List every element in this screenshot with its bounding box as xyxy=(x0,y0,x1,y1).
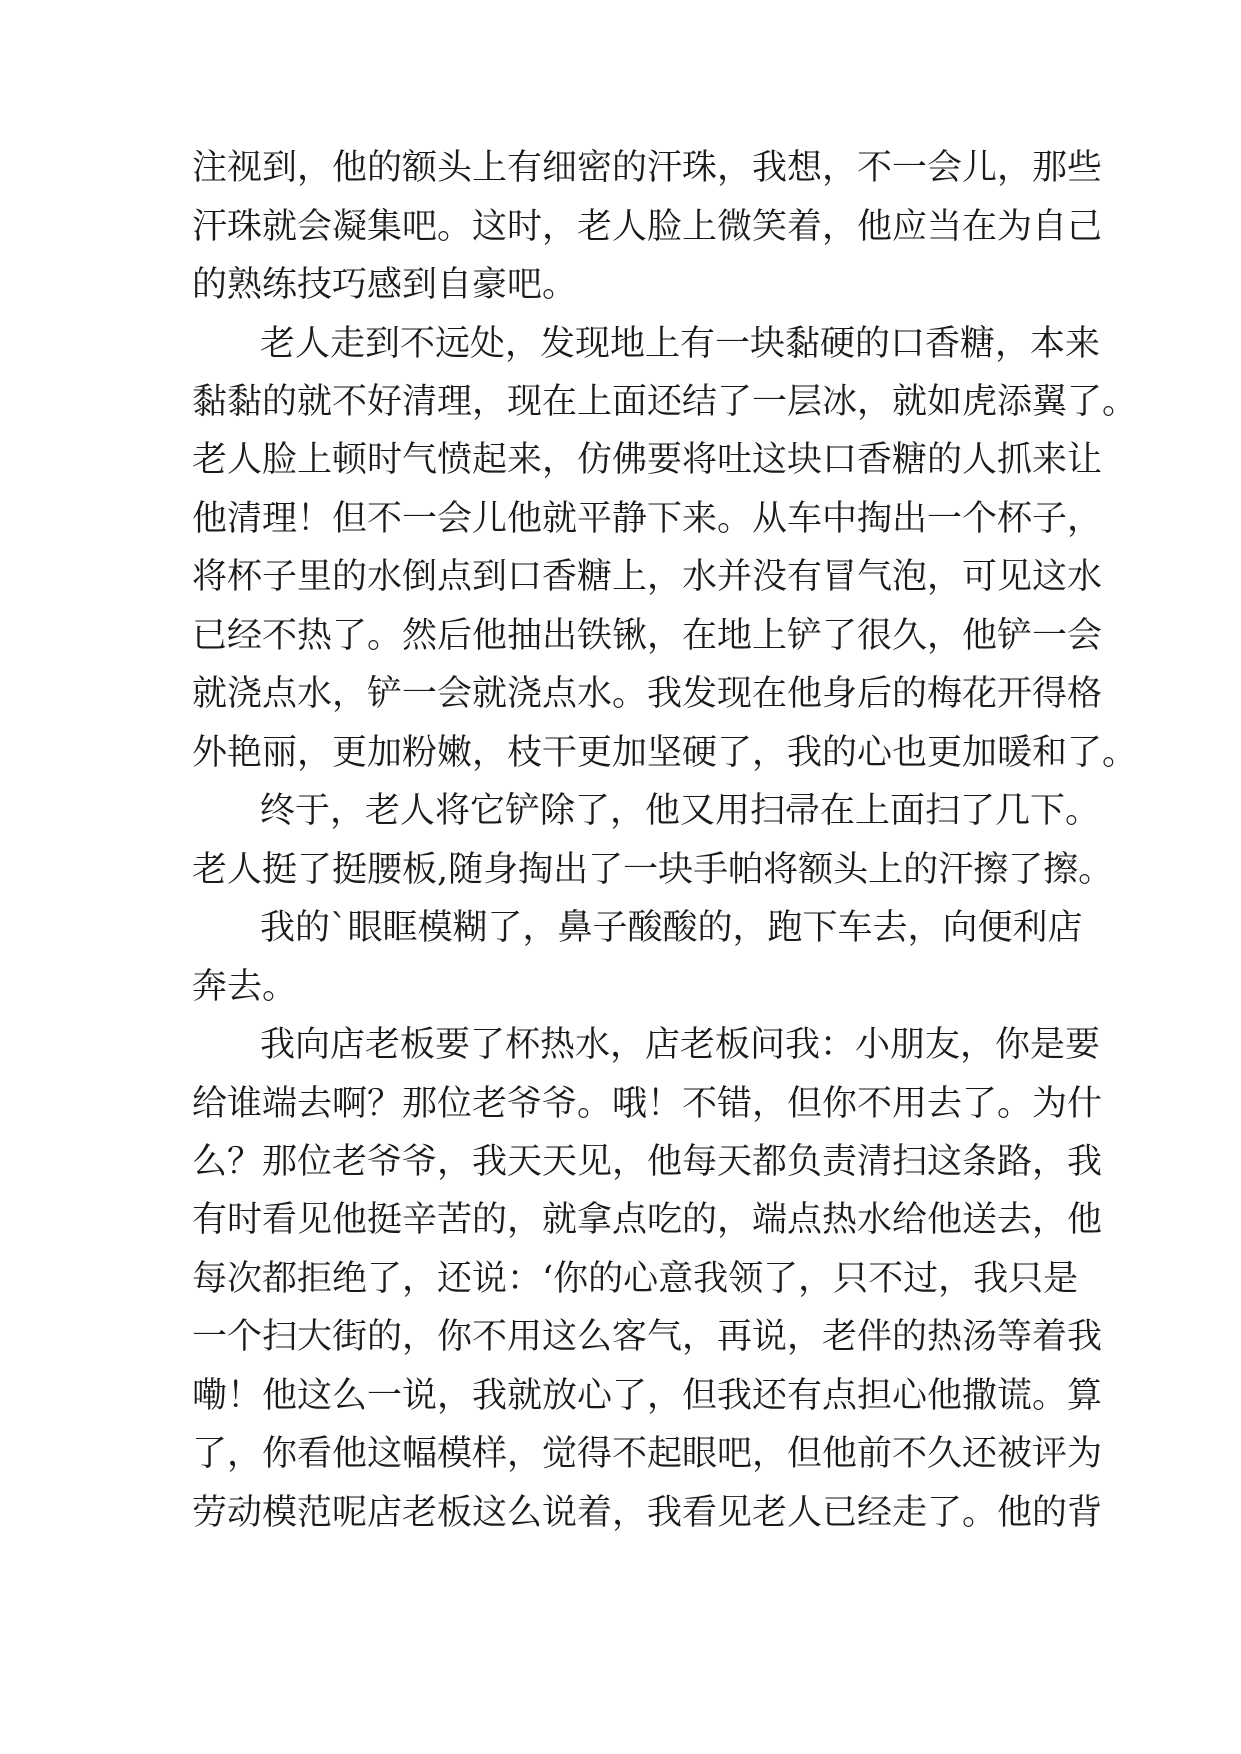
paragraph-start-line: 终于，老人将它铲除了，他又用扫帚在上面扫了几下。 xyxy=(260,791,1101,831)
text-line: 每次都拒绝了，还说：‘你的心意我领了，只不过，我只是 xyxy=(192,1259,1079,1299)
text-line: 的熟练技巧感到自豪吧。 xyxy=(192,265,578,305)
text-line: 么？那位老爷爷，我天天见，他每天都负责清扫这条路，我 xyxy=(192,1142,1103,1182)
text-line: 将杯子里的水倒点到口香糖上，水并没有冒气泡，可见这水 xyxy=(192,557,1103,597)
text-line: 外艳丽，更加粉嫩，枝干更加坚硬了，我的心也更加暖和了。 xyxy=(192,733,1138,773)
text-line: 一个扫大街的，你不用这么客气，再说，老伴的热汤等着我 xyxy=(192,1317,1103,1357)
text-line: 了，你看他这幅模样，觉得不起眼吧，但他前不久还被评为 xyxy=(192,1434,1103,1474)
text-line: 老人脸上顿时气愤起来，仿佛要将吐这块口香糖的人抓来让 xyxy=(192,440,1103,480)
text-line: 已经不热了。然后他抽出铁锹，在地上铲了很久，他铲一会 xyxy=(192,616,1103,656)
text-line: 有时看见他挺辛苦的，就拿点吃的，端点热水给他送去，他 xyxy=(192,1200,1103,1240)
paragraph-start-line: 老人走到不远处，发现地上有一块黏硬的口香糖，本来 xyxy=(260,324,1101,364)
text-line: 老人挺了挺腰板,随身掏出了一块手帕将额头上的汗擦了擦。 xyxy=(192,850,1114,890)
text-line: 汗珠就会凝集吧。这时，老人脸上微笑着，他应当在为自己 xyxy=(192,207,1103,247)
text-line: 奔去。 xyxy=(192,967,298,1007)
paragraph-start-line: 我向店老板要了杯热水，店老板问我：小朋友，你是要 xyxy=(260,1025,1101,1065)
text-line: 劳动模范呢店老板这么说着，我看见老人已经走了。他的背 xyxy=(192,1493,1103,1533)
text-line: 他清理！但不一会儿他就平静下来。从车中掏出一个杯子， xyxy=(192,499,1103,539)
text-line: 就浇点水，铲一会就浇点水。我发现在他身后的梅花开得格 xyxy=(192,674,1103,714)
text-line: 给谁端去啊？那位老爷爷。哦！不错，但你不用去了。为什 xyxy=(192,1084,1103,1124)
paragraph-start-line: 我的`眼眶模糊了，鼻子酸酸的，跑下车去，向便利店 xyxy=(260,908,1083,948)
text-line: 嘞！他这么一说，我就放心了，但我还有点担心他撒谎。算 xyxy=(192,1376,1103,1416)
text-line: 注视到，他的额头上有细密的汗珠，我想，不一会儿，那些 xyxy=(192,148,1103,188)
text-line: 黏黏的就不好清理，现在上面还结了一层冰，就如虎添翼了。 xyxy=(192,382,1138,422)
